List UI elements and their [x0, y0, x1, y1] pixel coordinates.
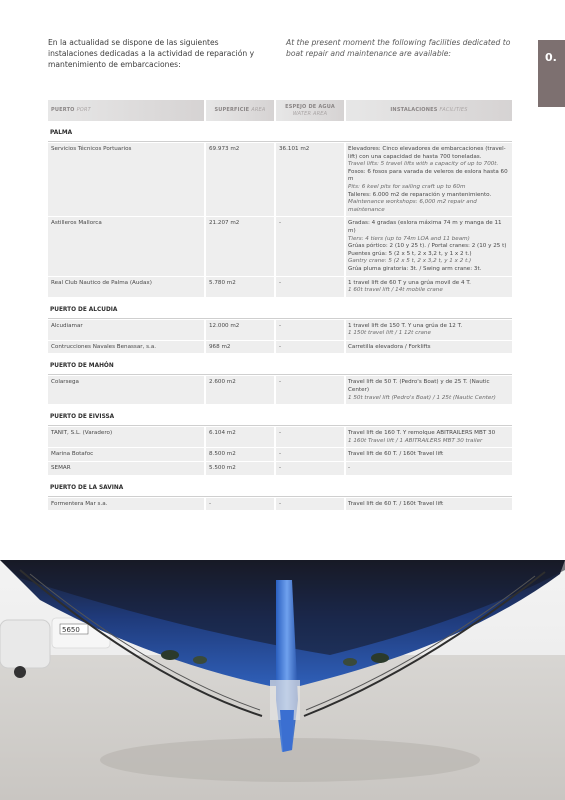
facilities-line: Tiers: 4 tiers (up to 74m LOA and 11 beam): [348, 235, 470, 242]
table-header: [48, 100, 512, 121]
surface-area: 2.600 m2: [206, 376, 274, 404]
facilities-line: 1 travel lift de 60 T y una grúa movil de 4 T.: [348, 279, 471, 286]
facilities-line: Grúa pluma giratoria: 3t. / Swing arm crane: 3t.: [348, 265, 482, 272]
facilities-line: Travel lift de 50 T. (Pedro's Boat) y de 25 T. (Nautic Center): [348, 379, 490, 394]
facilities-description: [346, 320, 512, 340]
water-area: -: [276, 427, 344, 447]
table-row: [48, 498, 512, 511]
surface-area: 968 m2: [206, 341, 274, 354]
boat-hull-photo: [0, 560, 565, 800]
water-area: -: [276, 341, 344, 354]
surface-area: 12.000 m2: [206, 320, 274, 340]
header-facilities: INSTALACIONES FACILITIES: [346, 100, 512, 121]
facilities-line: Travel lifts: 5 travel lifts with a capacity of up to 700t.: [348, 161, 499, 168]
facility-name: SEMAR: [48, 462, 204, 475]
table-row: [48, 320, 512, 340]
surface-area: 6.104 m2: [206, 427, 274, 447]
table-row: [48, 462, 512, 475]
facilities-line: -: [348, 465, 351, 472]
intro: [48, 37, 513, 71]
facilities-description: [346, 143, 512, 216]
facilities-line: Travel lift de 60 T. / 160t Travel lift: [348, 451, 444, 458]
table-row: [48, 277, 512, 297]
chapter-tab-label: 0.: [545, 51, 557, 64]
facilities-description: [346, 498, 512, 511]
table-row: [48, 143, 512, 216]
facilities-description: [346, 462, 512, 475]
surface-area: 5.500 m2: [206, 462, 274, 475]
table-row: [48, 217, 512, 275]
table-body: [48, 121, 512, 510]
facilities-description: [346, 448, 512, 461]
facility-name: Marina Botafoc: [48, 448, 204, 461]
facilities-line: Fosos: 6 fosos para varada de veleros de eslora hasta 60 m: [348, 168, 508, 183]
facility-name: Formentera Mar s.a.: [48, 498, 204, 511]
facilities-line: 1 60t travel lift / 14t mobile crane: [348, 287, 443, 294]
header-surface: SUPERFICIE AREA: [206, 100, 274, 121]
chapter-tab: [538, 40, 565, 107]
facilities-line: 1 travel lift de 150 T. Y una grúa de 12 T.: [348, 322, 463, 329]
water-area: -: [276, 448, 344, 461]
port-section-title: PUERTO DE EIVISSA: [48, 405, 512, 426]
port-section-title: PUERTO DE LA SAVINA: [48, 476, 512, 497]
facilities-line: Gantry crane: 5 (2 x 5 t, 2 x 3,2 t, y 1 x 2 t.): [348, 258, 472, 265]
surface-area: 21.207 m2: [206, 217, 274, 275]
surface-area: 8.500 m2: [206, 448, 274, 461]
header-water-area: ESPEJO DE AGUA WATER AREA: [276, 100, 344, 121]
facilities-description: [346, 217, 512, 275]
facility-name: Servicios Técnicos Portuarios: [48, 143, 204, 216]
table-row: [48, 341, 512, 354]
intro-spanish: En la actualidad se dispone de las siguientes instalaciones dedicadas a la actividad de reparación y mantenimiento de embarcaciones:: [48, 38, 255, 70]
water-area: 36.101 m2: [276, 143, 344, 216]
port-section-title: PUERTO DE ALCUDIA: [48, 298, 512, 319]
boat-hull-illustration: [0, 560, 565, 800]
water-area: -: [276, 498, 344, 511]
intro-english: At the present moment the following facilities dedicated to boat repair and maintenance are available:: [286, 38, 511, 59]
facilities-line: 1 50t travel lift (Pedro's Boat) / 1 25t (Nautic Center): [348, 394, 496, 401]
port-section-title: PALMA: [48, 121, 512, 142]
facility-name: TANIT, S.L. (Varadero): [48, 427, 204, 447]
surface-area: 69.973 m2: [206, 143, 274, 216]
water-area: -: [276, 277, 344, 297]
water-area: -: [276, 320, 344, 340]
table-row: [48, 427, 512, 447]
water-area: -: [276, 376, 344, 404]
facilities-table: [48, 100, 512, 511]
surface-area: 5.780 m2: [206, 277, 274, 297]
facilities-description: [346, 277, 512, 297]
facilities-description: [346, 341, 512, 354]
surface-area: -: [206, 498, 274, 511]
facilities-line: Carretilla elevadora / Forklifts: [348, 343, 431, 350]
facility-name: Real Club Nautico de Palma (Audax): [48, 277, 204, 297]
facility-name: Alcudiamar: [48, 320, 204, 340]
facility-name: Astilleros Mallorca: [48, 217, 204, 275]
table-row: [48, 376, 512, 404]
facilities-description: [346, 427, 512, 447]
facilities-line: Gradas: 4 gradas (eslora máxima 74 m y manga de 11 m): [348, 220, 502, 234]
facilities-line: Grúas pórtico: 2 (10 y 25 t). / Portal cranes: 2 (10 y 25 t): [348, 243, 507, 250]
facility-name: Contrucciones Navales Benassar, s.a.: [48, 341, 204, 354]
facilities-line: Pits: 6 keel pits for sailing craft up to 60m: [348, 183, 466, 190]
facilities-line: Travel lift de 60 T. / 160t Travel lift: [348, 500, 444, 507]
table-row: [48, 448, 512, 461]
header-port: PUERTO PORT: [48, 100, 204, 121]
facilities-description: [346, 376, 512, 404]
facilities-line: Elevadores: Cinco elevadores de embarcaciones (travel-lift) con una capacidad de hasta 700 toneladas.: [348, 146, 506, 160]
plate-text: 5650: [62, 626, 80, 634]
facilities-line: Maintenance workshops: 6,000 m2 repair and maintenance: [348, 199, 477, 213]
water-area: -: [276, 462, 344, 475]
facilities-line: Talleres: 6.000 m2 de reparación y mantenimiento.: [348, 191, 492, 198]
water-area: -: [276, 217, 344, 275]
facilities-line: 1 150t travel lift / 1 12t crane: [348, 330, 431, 337]
facilities-line: 1 160t Travel lift / 1 ABITRAILERS MBT 30 trailer: [348, 437, 483, 444]
port-section-title: PUERTO DE MAHÓN: [48, 354, 512, 375]
facilities-line: Puentes grúa: 5 (2 x 5 t, 2 x 3,2 t, y 1 x 2 t.): [348, 250, 472, 257]
facility-name: Colarsega: [48, 376, 204, 404]
facilities-line: Travel lift de 160 T. Y remolque ABITRAILERS MBT 30: [348, 430, 496, 437]
